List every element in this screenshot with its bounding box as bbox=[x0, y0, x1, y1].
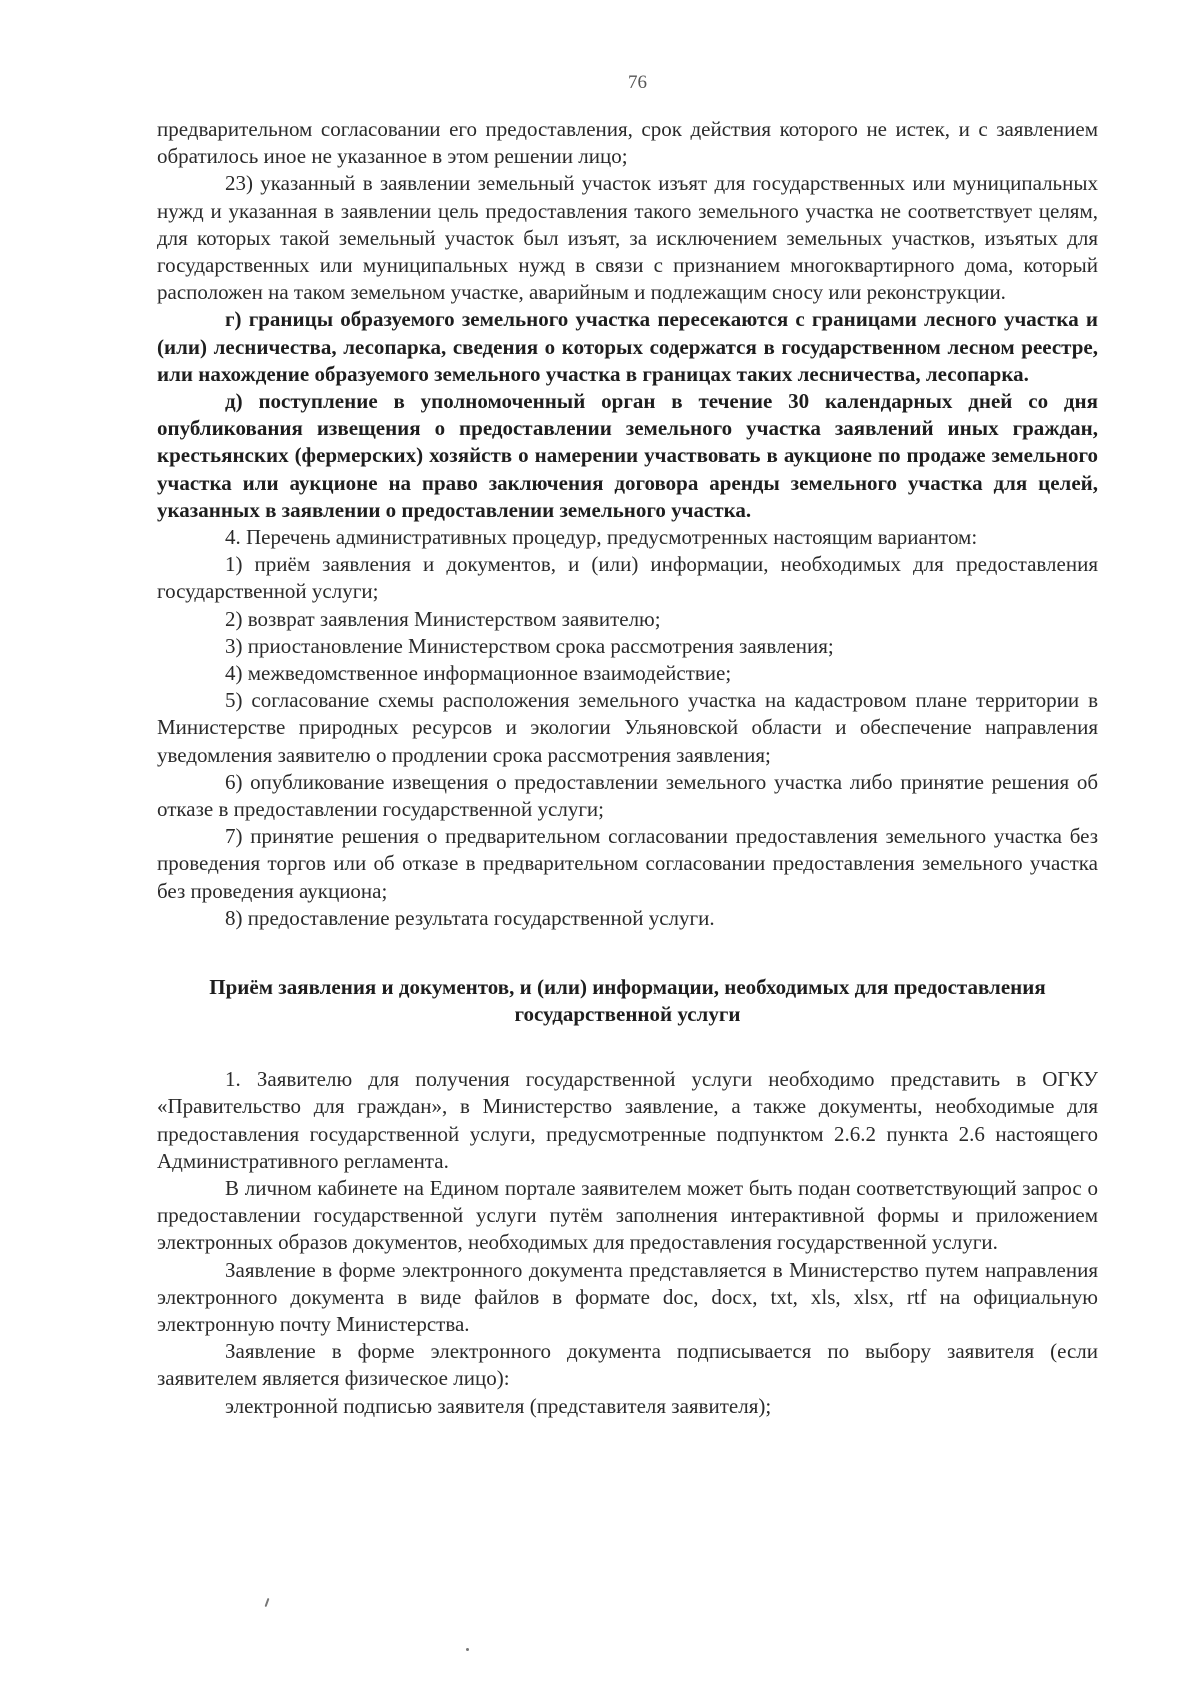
paragraph: Заявление в форме электронного документа представляется в Министерство путем направления электронного документа в виде файлов в формате doc, docx, txt, xls, xlsx, rtf на официальную электронную почту Министерства. bbox=[157, 1257, 1098, 1336]
page-number: 76 bbox=[628, 72, 647, 93]
paragraph: Заявление в форме электронного документа подписывается по выбору заявителя (если заявителем является физическое лицо): bbox=[157, 1339, 1098, 1391]
list-item: 8) предоставление результата государственной услуги. bbox=[225, 905, 715, 930]
bold-paragraph: д) поступление в уполномоченный орган в течение 30 календарных дней со дня опубликования извещения о предоставлении земельного участка заявлений иных граждан, крестьянских (фермерских) хозяйств о намерении участвовать в аукционе по продаже земельного участка или аукционе на право заключения договора аренды земельного участка для целей, указанных в заявлении о предоставлении земельного участка. bbox=[157, 389, 1098, 522]
paragraph: 1. Заявителю для получения государственной услуги необходимо представить в ОГКУ «Правительство для граждан», в Министерство заявление, а также документы, необходимые для предоставления государственной услуги, предусмотренные подпунктом 2.6.2 пункта 2.6 настоящего Административного регламента. bbox=[157, 1067, 1098, 1173]
paragraph: электронной подписью заявителя (представителя заявителя); bbox=[225, 1393, 772, 1418]
paragraph: 4. Перечень административных процедур, предусмотренных настоящим вариантом: bbox=[225, 525, 978, 550]
paragraph: предварительном согласовании его предоставления, срок действия которого не истек, и с заявлением обратилось иное не указанное в этом решении лицо; bbox=[157, 117, 1098, 169]
list-item: 3) приостановление Министерством срока рассмотрения заявления; bbox=[225, 633, 834, 658]
scan-speck bbox=[265, 1598, 270, 1607]
list-item: 7) принятие решения о предварительном согласовании предоставления земельного участка без проведения торгов или об отказе в предварительном согласовании предоставления земельного участка без проведения аукциона; bbox=[157, 824, 1098, 903]
list-item: 2) возврат заявления Министерством заявителю; bbox=[225, 606, 661, 631]
body-bottom bbox=[157, 1066, 1098, 1420]
body-top bbox=[157, 116, 1098, 932]
list-item: 6) опубликование извещения о предоставлении земельного участка либо принятие решения об отказе в предоставлении государственной услуги; bbox=[157, 769, 1098, 822]
list-item: 1) приём заявления и документов, и (или) информации, необходимых для предоставления государственной услуги; bbox=[157, 552, 1098, 604]
bold-paragraph: г) границы образуемого земельного участка пересекаются с границами лесного участка и (или) лесничества, лесопарка, сведения о которых содержатся в государственном лесном реестре, или нахождение образуемого земельного участка в границах таких лесничества, лесопарка. bbox=[157, 307, 1098, 386]
list-item: 5) согласование схемы расположения земельного участка на кадастровом плане территории в Министерстве природных ресурсов и экологии Ульяновской области и обеспечение направления уведомления заявителю о продлении срока рассмотрения заявления; bbox=[157, 688, 1098, 767]
scan-speck bbox=[466, 1648, 469, 1651]
paragraph: В личном кабинете на Едином портале заявителем может быть подан соответствующий запрос о предоставлении государственной услуги путём заполнения интерактивной формы и приложением электронных образов документов, необходимых для предоставления государственной услуги. bbox=[157, 1175, 1098, 1255]
paragraph: 23) указанный в заявлении земельный участок изъят для государственных или муниципальных нужд и указанная в заявлении цель предоставления такого земельного участка не соответствует целям, для которых такой земельный участок был изъят, за исключением земельных участков, изъятых для государственных или муниципальных нужд в связи с признанием многоквартирного дома, который расположен на таком земельном участке, аварийным и подлежащим сносу или реконструкции. bbox=[157, 171, 1098, 305]
section-heading: Приём заявления и документов, и (или) информации, необходимых для предоставления государственной услуги bbox=[209, 975, 1046, 1027]
list-item: 4) межведомственное информационное взаимодействие; bbox=[225, 661, 732, 686]
